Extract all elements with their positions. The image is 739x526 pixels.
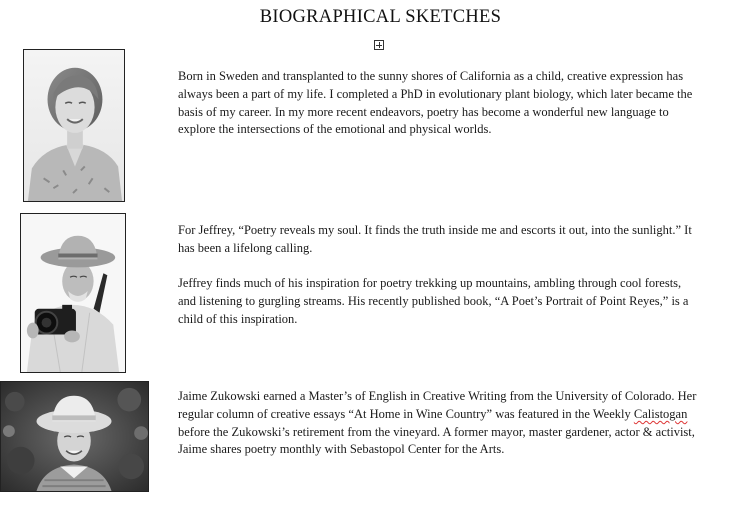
bio-paragraph: For Jeffrey, “Poetry reveals my soul. It finds the truth inside me and escorts it out, into the sunlight.” It has been a lifelong calling. [178,223,692,255]
bio-text-segment: before the Zukowski’s retirement from the vineyard. A former mayor, master gardener, actor & activist, Jaime shares poetry monthly with Sebastopol Center for the Arts. [178,424,695,457]
author-photo-1 [23,49,125,202]
spellcheck-flagged-word[interactable]: Calistogan [633,406,688,421]
bio-paragraph [178,388,698,459]
bio-text-2 [178,222,698,329]
bio-paragraph: Born in Sweden and transplanted to the sunny shores of California as a child, creative expression has always been a part of my life. I completed a PhD in evolutionary plant biology, which later became the basis of my career. In my more recent endeavors, poetry has become a wonderful new language to explore the intersections of the emotional and physical worlds. [178,69,693,137]
page-title: BIOGRAPHICAL SKETCHES [259,7,502,27]
bio-text-3 [178,388,698,459]
bio-paragraph: Jeffrey finds much of his inspiration for poetry trekking up mountains, ambling through cool forests, and listening to gurgling streams. His recently published book, “A Poet’s Portrait of Point Reyes,” is a child of this inspiration. [178,276,689,326]
table-move-handle-icon[interactable] [374,40,384,50]
author-photo-2 [20,213,126,373]
bio-text-segment: Jaime Zukowski earned a Master’s of English in Creative Writing from the University of Colorado. Her regular column of creative essays “At Home in Wine Country” was featured in the Weekly [178,389,697,421]
bio-text-1 [178,68,698,139]
author-photo-3 [0,381,149,492]
